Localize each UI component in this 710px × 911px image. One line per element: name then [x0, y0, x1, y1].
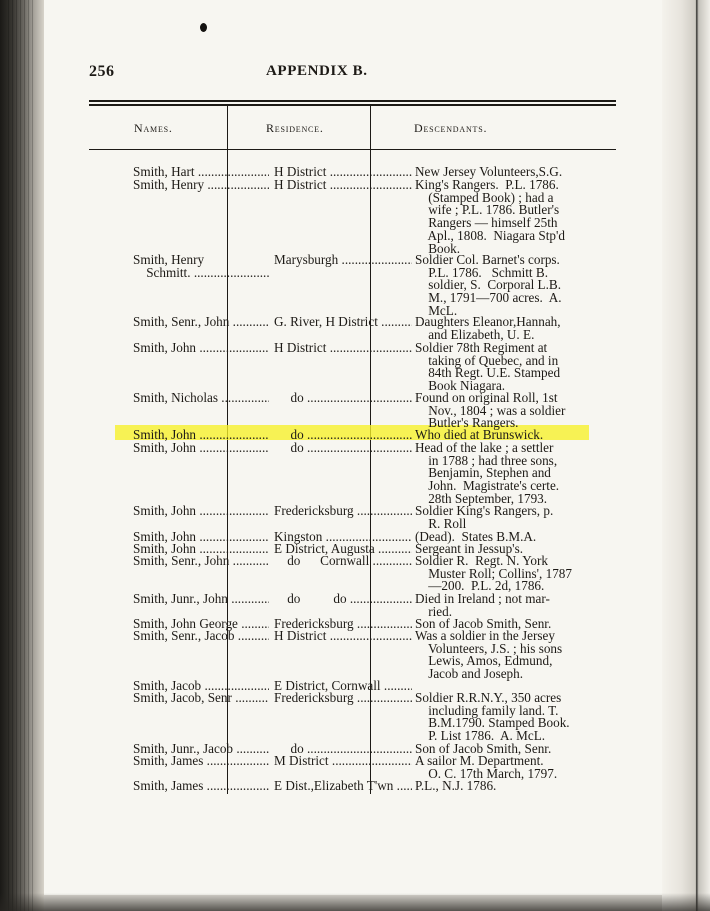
ink-mark [200, 23, 207, 32]
entry-residence: E District, Augusta ..... [274, 543, 412, 556]
entry-descendants: Soldier 78th Regiment at taking of Quebec, and in 84th Regt. U.E. Stamped Book Niagara. [415, 340, 561, 394]
entry-name: Smith, John ..... [133, 429, 269, 442]
entry-residence: do ..... [274, 743, 412, 756]
page-title: APPENDIX B. [266, 63, 368, 79]
header-rule-top [89, 100, 616, 102]
entry-name: Smith, John ..... [133, 543, 269, 556]
entry-descendants: Who died at Brunswick. [415, 427, 544, 442]
entry-name: Smith, James ..... [133, 780, 269, 793]
entry-descendants: (Dead). States B.M.A. [415, 529, 537, 544]
column-head-residence: Residence. [266, 121, 324, 135]
entry-residence: G. River, H District ..... [274, 316, 412, 329]
entry-name: Smith, John ..... [133, 531, 269, 544]
entry-residence: H District ..... [274, 166, 412, 179]
header-rule-bottom [89, 104, 616, 106]
column-head-descendants: Descendants. [414, 121, 488, 135]
entry-name: Smith, Jacob, Senr ..... [133, 692, 269, 705]
entry-residence: do Cornwall ..... [274, 555, 412, 568]
entry-name: Smith, Hart ..... [133, 166, 269, 179]
entry-residence: H District ..... [274, 630, 412, 643]
entry-descendants: Head of the lake ; a settler in 1788 ; had three sons, Benjamin, Stephen and John. Magistrate's certe. 28th September, 1793. [415, 440, 560, 506]
entry-name: Smith, Nicholas ..... [133, 392, 269, 405]
entry-residence: Marysburgh ..... [274, 254, 412, 267]
entry-name: Smith, Jacob ..... [133, 680, 269, 693]
entry-descendants: New Jersey Volunteers,S.G. [415, 164, 563, 179]
entry-residence: Fredericksburg ..... [274, 505, 412, 518]
page-edge [662, 0, 710, 911]
binding-texture [8, 0, 34, 911]
entry-descendants: Died in Ireland ; not mar- ried. [415, 591, 550, 619]
entry-name: Smith, Junr., Jacob ..... [133, 743, 269, 756]
entry-name: Smith, John ..... [133, 442, 269, 455]
entry-descendants: Son of Jacob Smith, Senr. [415, 616, 552, 631]
entry-descendants: Sergeant in Jessup's. [415, 541, 523, 556]
entry-descendants: Soldier Col. Barnet's corps. P.L. 1786. Schmitt B. soldier, S. Corporal L.B. M., 1791—700 acres. A. McL. [415, 252, 562, 318]
entry-residence: H District ..... [274, 342, 412, 355]
entry-descendants: Daughters Eleanor,Hannah, and Elizabeth, U. E. [415, 314, 561, 342]
entry-name: Smith, Henry ..... [133, 179, 269, 192]
entry-residence: Fredericksburg ..... [274, 618, 412, 631]
entry-residence: do ..... [274, 442, 412, 455]
entry-name: Smith, Henry Schmitt. ..... [133, 254, 269, 279]
entry-descendants: Was a soldier in the Jersey Volunteers, J.S. ; his sons Lewis, Amos, Edmund, Jacob and Joseph. [415, 628, 563, 682]
entry-descendants: Found on original Roll, 1st Nov., 1804 ; was a soldier Butler's Rangers. [415, 390, 566, 431]
entry-descendants: Soldier R. Regt. N. York Muster Roll; Collins', 1787 —200. P.L. 2d, 1786. [415, 553, 572, 594]
entry-residence: M District ..... [274, 755, 412, 768]
entry-descendants: King's Rangers. P.L. 1786. (Stamped Book) ; had a wife ; P.L. 1786. Butler's Rangers — himself 25th Apl., 1808. Niagara Stp'd Book. [415, 177, 565, 256]
entry-residence: do do ..... [274, 593, 412, 606]
entry-residence: Kingston ..... [274, 531, 412, 544]
entry-descendants: P.L., N.J. 1786. [415, 778, 497, 793]
entry-residence: do ..... [274, 392, 412, 405]
column-head-names: Names. [134, 121, 173, 135]
page-number: 256 [89, 63, 115, 80]
book-binding [0, 0, 44, 911]
entry-name: Smith, John ..... [133, 505, 269, 518]
entry-name: Smith, Senr., John ..... [133, 316, 269, 329]
entry-name: Smith, James ..... [133, 755, 269, 768]
entry-residence: H District ..... [274, 179, 412, 192]
entry-descendants: Soldier R.R.N.Y., 350 acres including family land. T. B.M.1790. Stamped Book. P. List 1786. A. McL. [415, 690, 570, 744]
column-head-rule [89, 149, 616, 150]
entry-residence: Fredericksburg ..... [274, 692, 412, 705]
entry-residence: E District, Cornwall ..... [274, 680, 412, 693]
entry-name: Smith, John George ..... [133, 618, 269, 631]
entry-name: Smith, Senr., John ..... [133, 555, 269, 568]
entry-name: Smith, Junr., John ..... [133, 593, 269, 606]
entry-descendants: Son of Jacob Smith, Senr. [415, 741, 552, 756]
entry-residence: E Dist.,Elizabeth T'wn ..... [274, 780, 412, 793]
entry-descendants: A sailor M. Department. O. C. 17th March, 1797. [415, 753, 558, 781]
entry-descendants: Soldier King's Rangers, p. R. Roll [415, 503, 554, 531]
entry-name: Smith, John ..... [133, 342, 269, 355]
entry-residence: do ..... [274, 429, 412, 442]
entry-name: Smith, Senr., Jacob ..... [133, 630, 269, 643]
page-shadow [0, 893, 710, 911]
